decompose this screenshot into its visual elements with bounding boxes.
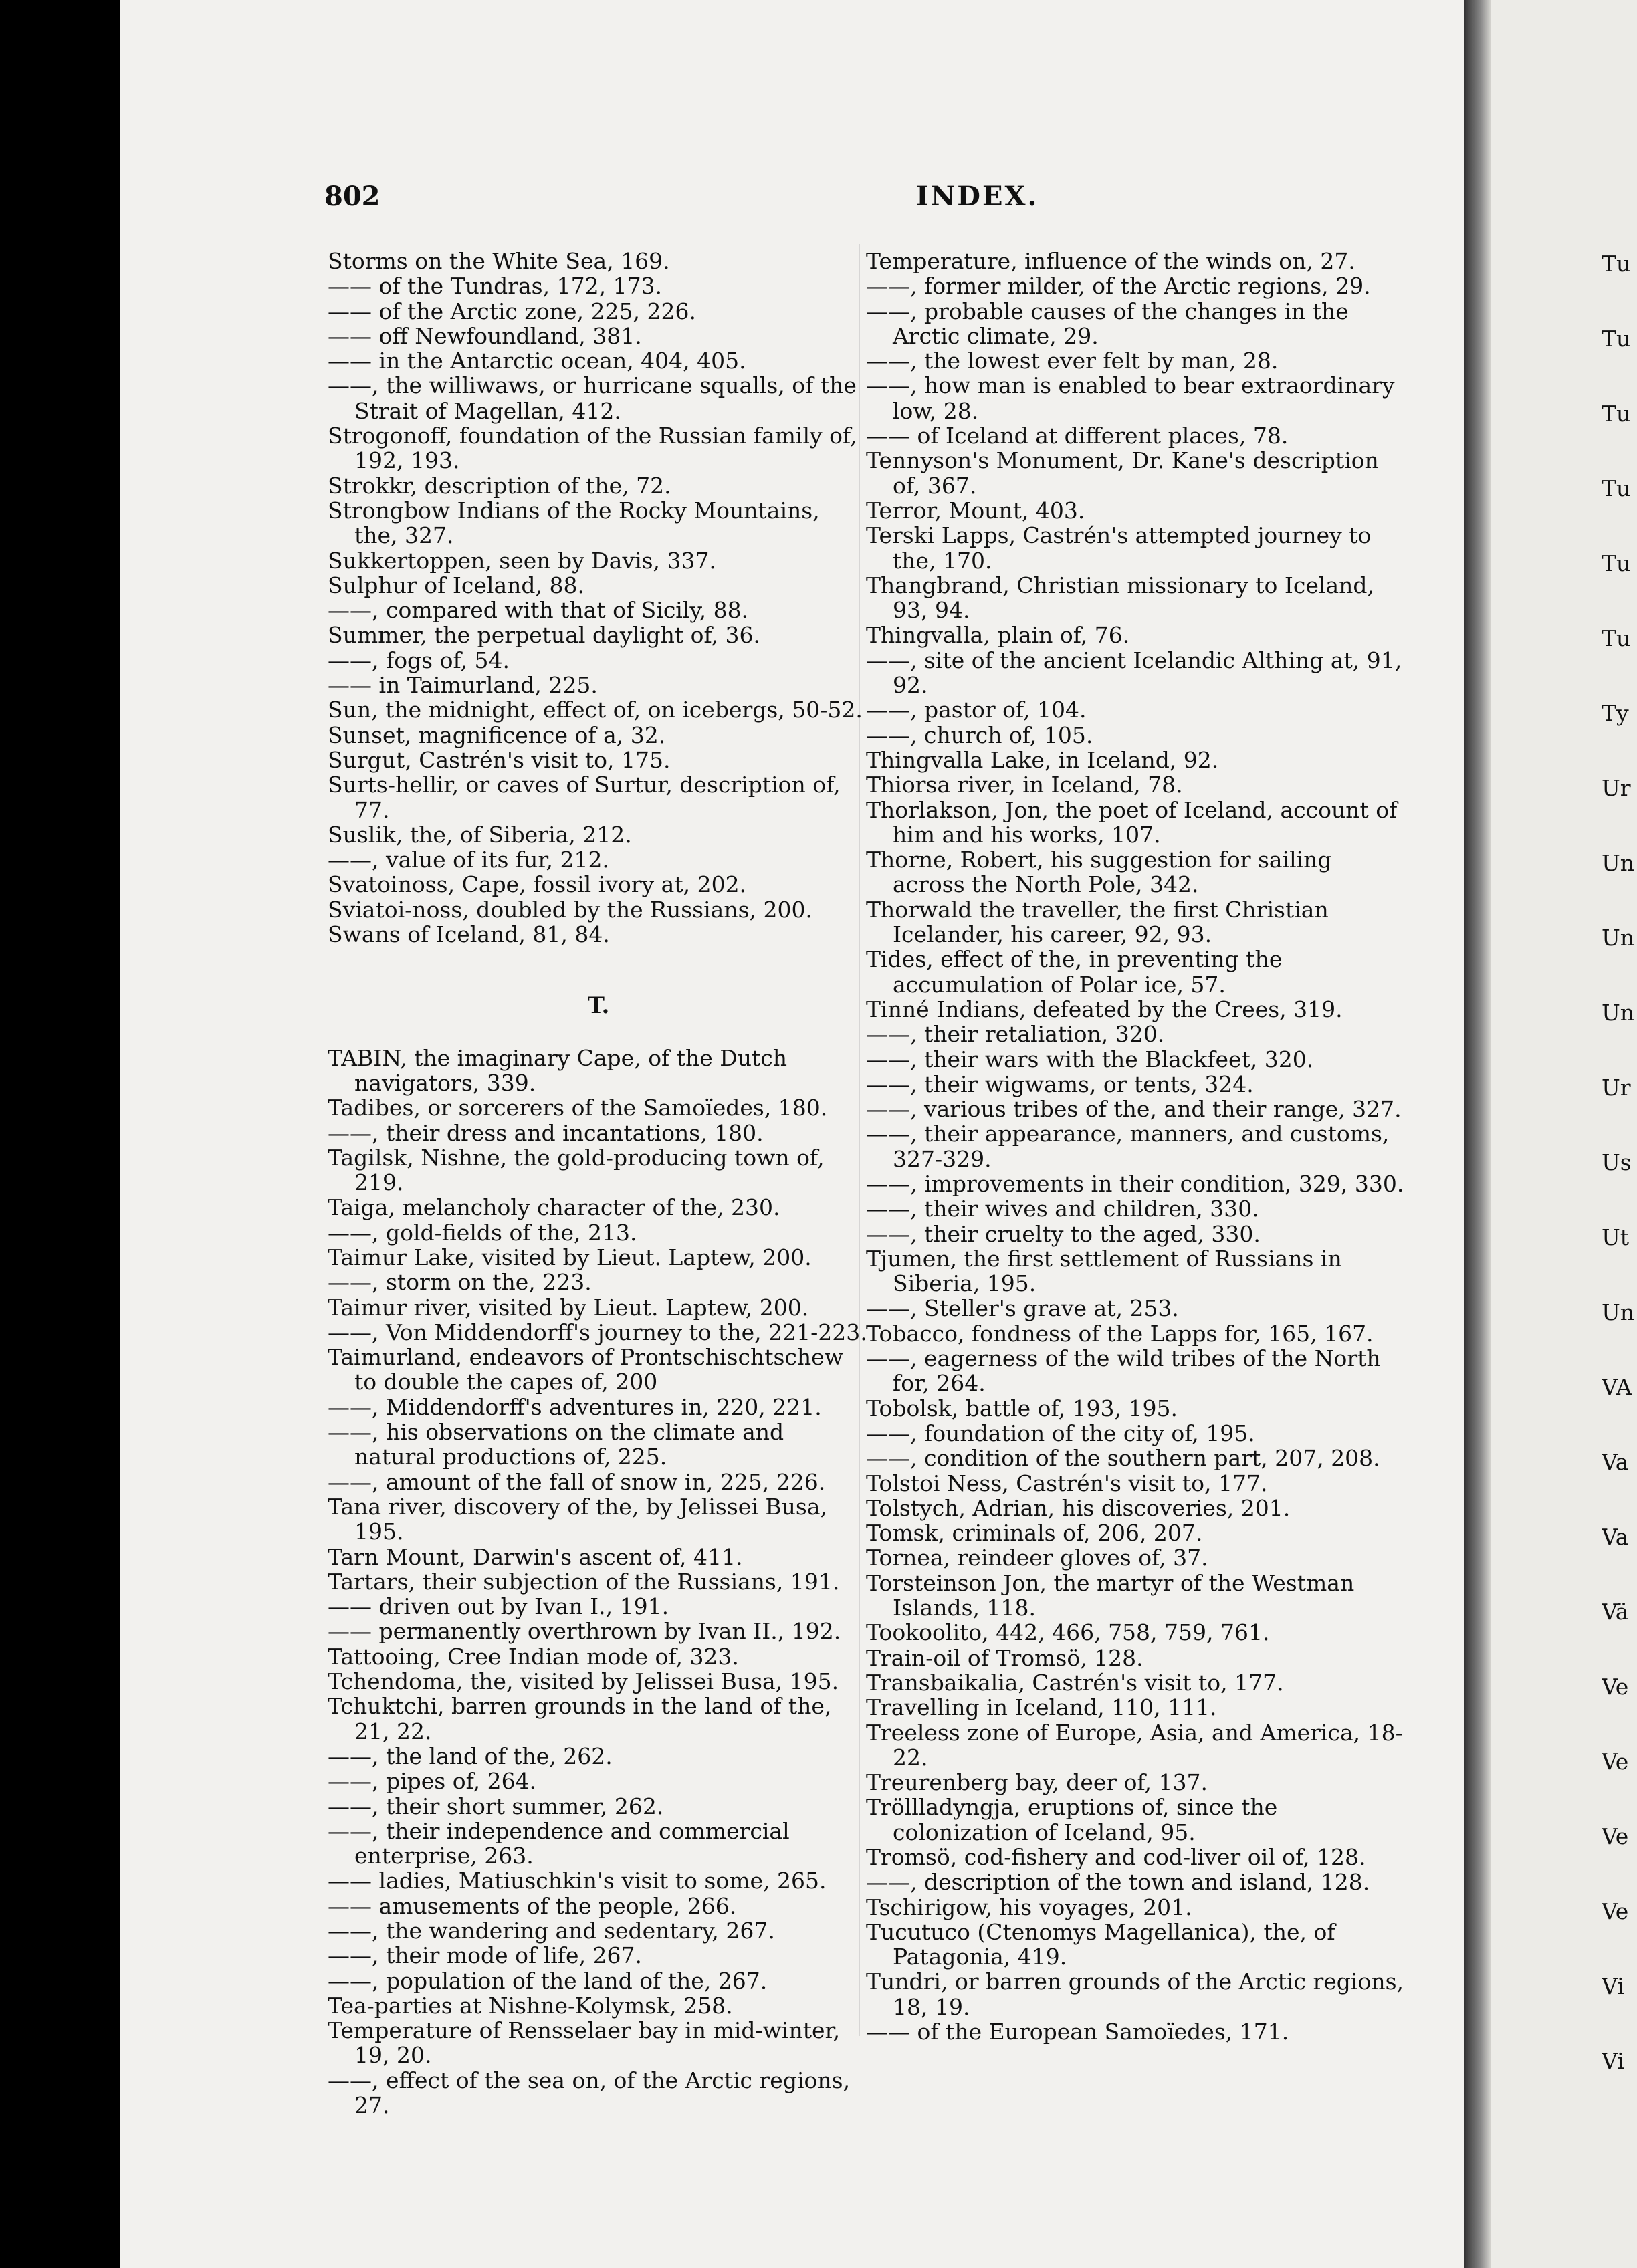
book-gutter: [1464, 0, 1491, 2268]
index-entry: Sunset, magnificence of a, 32.: [328, 721, 666, 748]
section-heading: T.: [587, 992, 610, 1020]
index-entry: ——, pastor of, 104.: [866, 697, 1087, 723]
index-entry: ——, their independence and commercial enterprise, 263.: [328, 1817, 790, 1869]
index-entry: ——, their appearance, manners, and customs, 327-329.: [866, 1121, 1390, 1172]
index-entry: Tornea, reindeer gloves of, 37.: [866, 1545, 1208, 1571]
facing-page-fragment: Un: [1602, 1299, 1635, 1325]
index-entry: —— ladies, Matiuschkin's visit to some, 265.: [328, 1867, 827, 1894]
index-entry: ——, eagerness of the wild tribes of the North for, 264.: [866, 1345, 1381, 1397]
index-entry: Tjumen, the first settlement of Russians in Siberia, 195.: [866, 1245, 1342, 1297]
facing-page-fragment: Ve: [1602, 1674, 1629, 1700]
index-entry: Tchendoma, the, visited by Jelissei Busa, 195.: [328, 1668, 839, 1695]
index-entry: ——, Middendorff's adventures in, 220, 221.: [328, 1393, 822, 1420]
index-entry: ——, their wives and children, 330.: [866, 1196, 1259, 1222]
index-entry: Tarn Mount, Darwin's ascent of, 411.: [328, 1543, 743, 1570]
index-entry: Tomsk, criminals of, 206, 207.: [866, 1520, 1203, 1547]
facing-page-edge: [1464, 0, 1637, 2268]
index-entry: —— of the European Samoïedes, 171.: [866, 2019, 1289, 2045]
index-entry: —— of the Arctic zone, 225, 226.: [328, 298, 696, 324]
index-entry: Terski Lapps, Castrén's attempted journey to the, 170.: [866, 522, 1372, 574]
facing-page-fragment: Un: [1602, 850, 1635, 876]
index-entry: TABIN, the imaginary Cape, of the Dutch navigators, 339.: [328, 1044, 788, 1096]
index-entry: ——, foundation of the city of, 195.: [866, 1420, 1255, 1446]
index-entry: ——, the wandering and sedentary, 267.: [328, 1918, 775, 1944]
page-number: 802: [324, 181, 380, 212]
index-entry: ——, their retaliation, 320.: [866, 1021, 1165, 1048]
facing-page-fragment: Un: [1602, 1000, 1635, 1026]
index-entry: Thiorsa river, in Iceland, 78.: [866, 772, 1183, 798]
index-entry: Taimur Lake, visited by Lieut. Laptew, 200.: [328, 1244, 812, 1270]
index-entry: Tana river, discovery of the, by Jelissei Busa, 195.: [328, 1493, 827, 1545]
index-entry: Sukkertoppen, seen by Davis, 337.: [328, 547, 717, 574]
facing-page-fragment: Us: [1602, 1149, 1632, 1175]
index-entry: —— permanently overthrown by Ivan II., 192.: [328, 1618, 841, 1645]
index-entry: —— in Taimurland, 225.: [328, 672, 598, 699]
index-entry: Sun, the midnight, effect of, on icebergs, 50-52.: [328, 697, 863, 723]
facing-page-fragment: Tu: [1602, 550, 1631, 576]
book-page: [120, 0, 1464, 2268]
facing-page-fragment: Tu: [1602, 251, 1631, 277]
facing-page-fragment: Va: [1602, 1524, 1629, 1550]
facing-page-fragment: Vi: [1602, 1973, 1624, 1999]
index-entry: ——, the land of the, 262.: [328, 1742, 613, 1769]
index-entry: ——, site of the ancient Icelandic Althing at, 91, 92.: [866, 647, 1402, 699]
facing-page-fragment: Va: [1602, 1449, 1629, 1475]
index-entry: Tolstych, Adrian, his discoveries, 201.: [866, 1494, 1291, 1521]
right-column: [866, 249, 1408, 2044]
index-entry: Taiga, melancholy character of the, 230.: [328, 1194, 780, 1221]
index-entry: Travelling in Iceland, 110, 111.: [866, 1694, 1217, 1721]
index-entry: —— driven out by Ivan I., 191.: [328, 1593, 669, 1620]
index-entry: Tartars, their subjection of the Russians, 191.: [328, 1568, 840, 1595]
facing-page-fragment: Ve: [1602, 1898, 1629, 1924]
index-entry: Strogonoff, foundation of the Russian family of, 192, 193.: [328, 423, 857, 474]
index-entry: ——, Steller's grave at, 253.: [866, 1295, 1179, 1322]
index-entry: Storms on the White Sea, 169.: [328, 248, 670, 274]
index-entry: Tromsö, cod-fishery and cod-liver oil of, 128.: [866, 1844, 1366, 1870]
index-entry: ——, his observations on the climate and natural productions of, 225.: [328, 1419, 784, 1470]
index-entry: Svatoinoss, Cape, fossil ivory at, 202.: [328, 871, 747, 898]
index-entry: ——, value of its fur, 212.: [328, 846, 610, 873]
index-entry: ——, their short summer, 262.: [328, 1793, 664, 1819]
index-entry: Torsteinson Jon, the martyr of the Westman Islands, 118.: [866, 1569, 1355, 1621]
index-entry: Tolstoi Ness, Castrén's visit to, 177.: [866, 1470, 1268, 1496]
facing-page-fragment: Ut: [1602, 1224, 1630, 1250]
index-entry: Temperature, influence of the winds on, 27.: [866, 248, 1355, 274]
index-entry: ——, description of the town and island, 128.: [866, 1869, 1370, 1896]
index-entry: —— of the Tundras, 172, 173.: [328, 273, 663, 300]
index-entry: ——, condition of the southern part, 207, 208.: [866, 1445, 1380, 1472]
facing-page-fragment: Un: [1602, 925, 1635, 951]
index-entry: ——, the lowest ever felt by man, 28.: [866, 348, 1279, 374]
index-entry: ——, the williwaws, or hurricane squalls, of the Strait of Magellan, 412.: [328, 372, 857, 424]
index-entry: ——, Von Middendorff's journey to the, 221-223.: [328, 1319, 867, 1345]
index-entry: ——, church of, 105.: [866, 721, 1093, 748]
index-entry: —— off Newfoundland, 381.: [328, 322, 642, 349]
index-entry: —— in the Antarctic ocean, 404, 405.: [328, 348, 746, 374]
index-entry: Temperature of Rensselaer bay in mid-winter, 19, 20.: [328, 2017, 841, 2069]
facing-page-fragment: Tu: [1602, 625, 1631, 651]
facing-page-fragment: Ur: [1602, 1074, 1631, 1101]
index-entry: ——, their dress and incantations, 180.: [328, 1119, 764, 1146]
index-entry: Tobacco, fondness of the Lapps for, 165, 167.: [866, 1320, 1374, 1347]
facing-page-fragment: Ty: [1602, 700, 1629, 726]
index-entry: —— of Iceland at different places, 78.: [866, 423, 1289, 449]
facing-page-fragment: Tu: [1602, 475, 1631, 501]
index-entry: Tucutuco (Ctenomys Magellanica), the, of Patagonia, 419.: [866, 1918, 1335, 1970]
index-entry: Surgut, Castrén's visit to, 175.: [328, 746, 671, 773]
index-entry: ——, probable causes of the changes in the Arctic climate, 29.: [866, 298, 1349, 349]
index-entry: ——, pipes of, 264.: [328, 1768, 537, 1795]
facing-page-fragment: Tu: [1602, 326, 1631, 352]
index-entry: Tobolsk, battle of, 193, 195.: [866, 1395, 1178, 1422]
index-entry: Tundri, or barren grounds of the Arctic regions, 18, 19.: [866, 1968, 1404, 2020]
index-entry: ——, compared with that of Sicily, 88.: [328, 597, 749, 624]
index-entry: ——, fogs of, 54.: [328, 647, 510, 673]
index-entry: Taimur river, visited by Lieut. Laptew, 200.: [328, 1294, 809, 1321]
index-entry: Summer, the perpetual daylight of, 36.: [328, 622, 760, 649]
index-entry: ——, their mode of life, 267.: [328, 1942, 643, 1969]
facing-page-fragment: Tu: [1602, 401, 1631, 427]
index-entry: Thorlakson, Jon, the poet of Iceland, account of him and his works, 107.: [866, 796, 1398, 848]
index-entry: Tadibes, or sorcerers of the Samoïedes, 180.: [328, 1095, 828, 1121]
index-entry: ——, their wigwams, or tents, 324.: [866, 1070, 1254, 1097]
index-entry: Thangbrand, Christian missionary to Iceland, 93, 94.: [866, 572, 1374, 624]
index-entry: Train-oil of Tromsö, 128.: [866, 1644, 1143, 1671]
index-entry: Tennyson's Monument, Dr. Kane's description of, 367.: [866, 447, 1379, 499]
index-entry: ——, effect of the sea on, of the Arctic regions, 27.: [328, 2067, 851, 2119]
index-entry: ——, various tribes of the, and their range, 327.: [866, 1096, 1402, 1123]
index-entry: ——, their cruelty to the aged, 330.: [866, 1220, 1261, 1247]
index-entry: Tides, effect of the, in preventing the accumulation of Polar ice, 57.: [866, 946, 1283, 998]
facing-page-fragment: Ve: [1602, 1748, 1629, 1775]
index-entry: Strongbow Indians of the Rocky Mountains, the, 327.: [328, 497, 820, 549]
index-entry: ——, their wars with the Blackfeet, 320.: [866, 1046, 1314, 1072]
index-entry: ——, how man is enabled to bear extraordinary low, 28.: [866, 372, 1395, 424]
index-entry: ——, storm on the, 223.: [328, 1269, 592, 1296]
index-entry: Tea-parties at Nishne-Kolymsk, 258.: [328, 1992, 733, 2019]
index-entry: Tchuktchi, barren grounds in the land of the, 21, 22.: [328, 1693, 832, 1744]
index-entry: Tröllladyngja, eruptions of, since the colonization of Iceland, 95.: [866, 1794, 1278, 1845]
index-entry: Tschirigow, his voyages, 201.: [866, 1894, 1192, 1920]
index-entry: Terror, Mount, 403.: [866, 497, 1085, 524]
index-entry: Tagilsk, Nishne, the gold-producing town of, 219.: [328, 1144, 825, 1196]
facing-page-fragment: VA: [1602, 1374, 1632, 1400]
index-entry: Swans of Iceland, 81, 84.: [328, 921, 610, 948]
index-entry: Taimurland, endeavors of Prontschischtschew to double the capes of, 200: [328, 1344, 843, 1395]
index-entry: ——, improvements in their condition, 329, 330.: [866, 1170, 1404, 1197]
index-entry: Tinné Indians, defeated by the Crees, 319.: [866, 996, 1343, 1022]
left-column: [328, 249, 869, 2118]
page-header: [120, 181, 1464, 227]
index-entry: Strokkr, description of the, 72.: [328, 472, 671, 499]
index-entry: Suslik, the, of Siberia, 212.: [328, 821, 632, 848]
index-entry: Tattooing, Cree Indian mode of, 323.: [328, 1643, 739, 1670]
facing-page-fragment: Ur: [1602, 775, 1631, 801]
index-entry: Treurenberg bay, deer of, 137.: [866, 1769, 1208, 1796]
index-entry: Thorne, Robert, his suggestion for sailing across the North Pole, 342.: [866, 846, 1332, 898]
facing-page-fragment: Vä: [1602, 1599, 1629, 1625]
index-entry: Transbaikalia, Castrén's visit to, 177.: [866, 1669, 1284, 1696]
index-entry: Sviatoi-noss, doubled by the Russians, 200.: [328, 896, 812, 923]
index-entry: Treeless zone of Europe, Asia, and America, 18-22.: [866, 1719, 1403, 1771]
index-entry: Tookoolito, 442, 466, 758, 759, 761.: [866, 1619, 1270, 1646]
facing-page-fragment: Ve: [1602, 1823, 1629, 1849]
index-entry: Surts-hellir, or caves of Surtur, description of, 77.: [328, 772, 841, 823]
index-entry: Thingvalla, plain of, 76.: [866, 622, 1130, 649]
page-title: INDEX.: [916, 181, 1039, 212]
index-entry: ——, gold-fields of the, 213.: [328, 1219, 637, 1246]
index-entry: Thorwald the traveller, the first Christian Icelander, his career, 92, 93.: [866, 896, 1329, 948]
index-entry: ——, population of the land of the, 267.: [328, 1967, 768, 1994]
facing-page-fragment: Vi: [1602, 2048, 1624, 2074]
index-entry: Thingvalla Lake, in Iceland, 92.: [866, 746, 1219, 773]
index-entry: ——, amount of the fall of snow in, 225, 226.: [328, 1468, 826, 1495]
index-entry: ——, former milder, of the Arctic regions, 29.: [866, 273, 1371, 300]
index-entry: —— amusements of the people, 266.: [328, 1892, 737, 1919]
index-entry: Sulphur of Iceland, 88.: [328, 572, 584, 598]
